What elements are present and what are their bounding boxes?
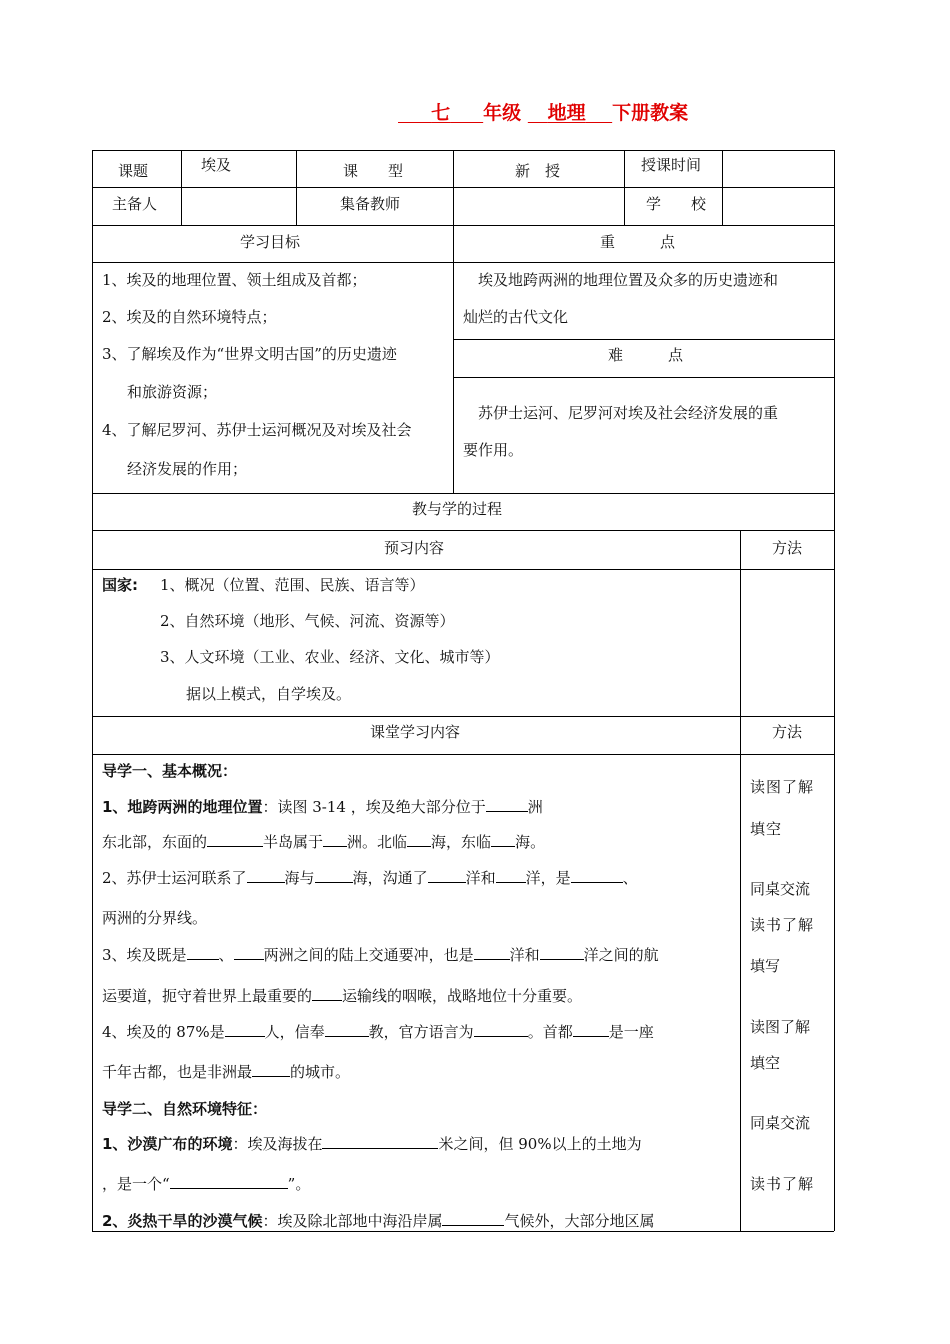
key-points-line: 灿烂的古代文化 [463, 308, 569, 326]
preview-item: 据以上模式，自学埃及。 [186, 685, 352, 703]
method-note: 同桌交流 [750, 1114, 811, 1132]
question-4-cont: 千年古都，也是非洲最 的城市。 [102, 1063, 351, 1081]
objective-item: 4、了解尼罗河、苏伊士运河概况及对埃及社会 [102, 421, 412, 439]
key-points-line: 埃及地跨两洲的地理位置及众多的历史遗迹和 [478, 271, 779, 289]
preview-item: 2、自然环境（地形、气候、河流、资源等） [160, 612, 455, 630]
section2-question-2: 2、炎热干旱的沙漠气候：埃及除北部地中海沿岸属 气候外，大部分地区属 [102, 1212, 655, 1230]
preview-item: 1、概况（位置、范围、民族、语言等） [160, 576, 425, 594]
page-title [398, 98, 798, 128]
question-1: 1、地跨两洲的地理位置：读图 3-14 ，埃及绝大部分位于 洲 [102, 798, 543, 816]
method-note: 填写 [750, 957, 781, 975]
objective-item: 经济发展的作用； [127, 460, 248, 478]
title-grade-unit: 年级 [483, 102, 522, 124]
group-teacher-label: 集备教师 [340, 195, 401, 213]
type-label: 课 型 [343, 162, 404, 180]
method-note: 填空 [750, 820, 783, 838]
school-label: 学 校 [646, 195, 707, 213]
topic-value: 埃及 [201, 156, 232, 174]
difficulties-line: 苏伊士运河、尼罗河对埃及社会经济发展的重 [478, 404, 779, 422]
section1-title: 导学一、基本概况： [102, 762, 238, 780]
method-note: 同桌交流 [750, 880, 811, 898]
topic-label: 课题 [118, 162, 149, 180]
difficulties-header: 难 点 [608, 346, 684, 364]
title-subject: 地理 [547, 102, 586, 124]
process-header: 教与学的过程 [412, 500, 503, 518]
classroom-header: 课堂学习内容 [370, 723, 461, 741]
key-points-header: 重 点 [600, 233, 676, 251]
question-2: 2、苏伊士运河联系了 海与 海，沟通了 洋和 洋，是 、 [102, 869, 638, 887]
method-note: 读书了解 [750, 1175, 815, 1193]
title-grade: 七 [431, 102, 451, 124]
method-note: 读图了解 [750, 778, 815, 796]
section2-title: 导学二、自然环境特征： [102, 1100, 268, 1118]
question-1-cont: 东北部，东面的 半岛属于 洲。北临 海，东临 海。 [102, 833, 546, 851]
preview-item: 3、人文环境（工业、农业、经济、文化、城市等） [160, 648, 500, 666]
preview-country-label: 国家: [102, 576, 138, 594]
section2-question-1: 1、沙漠广布的环境：埃及海拔在 米之间，但 90%以上的土地为 [102, 1135, 642, 1153]
section2-question-1-cont: ，是一个“ ”。 [102, 1175, 311, 1193]
preparer-label: 主备人 [112, 195, 158, 213]
preview-header: 预习内容 [384, 539, 445, 557]
time-label: 授课时间 [641, 156, 702, 174]
method-note: 填空 [750, 1054, 781, 1072]
difficulties-line: 要作用。 [463, 441, 524, 459]
question-3-cont: 运要道，扼守着世界上最重要的 运输线的咽喉，战略地位十分重要。 [102, 987, 583, 1005]
question-2-cont: 两洲的分界线。 [102, 909, 208, 927]
title-suffix: 下册教案 [612, 102, 689, 124]
objective-item: 和旅游资源； [127, 383, 218, 401]
objectives-header: 学习目标 [240, 233, 301, 251]
objective-item: 3、了解埃及作为“世界文明古国”的历史遗迹 [102, 345, 397, 363]
question-3: 3、埃及既是 、 两洲之间的陆上交通要冲，也是 洋和 洋之间的航 [102, 946, 659, 964]
objective-item: 1、埃及的地理位置、领土组成及首都； [102, 271, 367, 289]
question-4: 4、埃及的 87%是 人，信奉 教，官方语言为 。首都 是一座 [102, 1023, 654, 1041]
preview-method-header: 方法 [772, 539, 803, 557]
method-note: 读书了解 [750, 916, 815, 934]
objective-item: 2、埃及的自然环境特点； [102, 308, 277, 326]
method-note: 读图了解 [750, 1018, 811, 1036]
classroom-method-header: 方法 [772, 723, 803, 741]
type-value: 新 授 [515, 162, 561, 180]
